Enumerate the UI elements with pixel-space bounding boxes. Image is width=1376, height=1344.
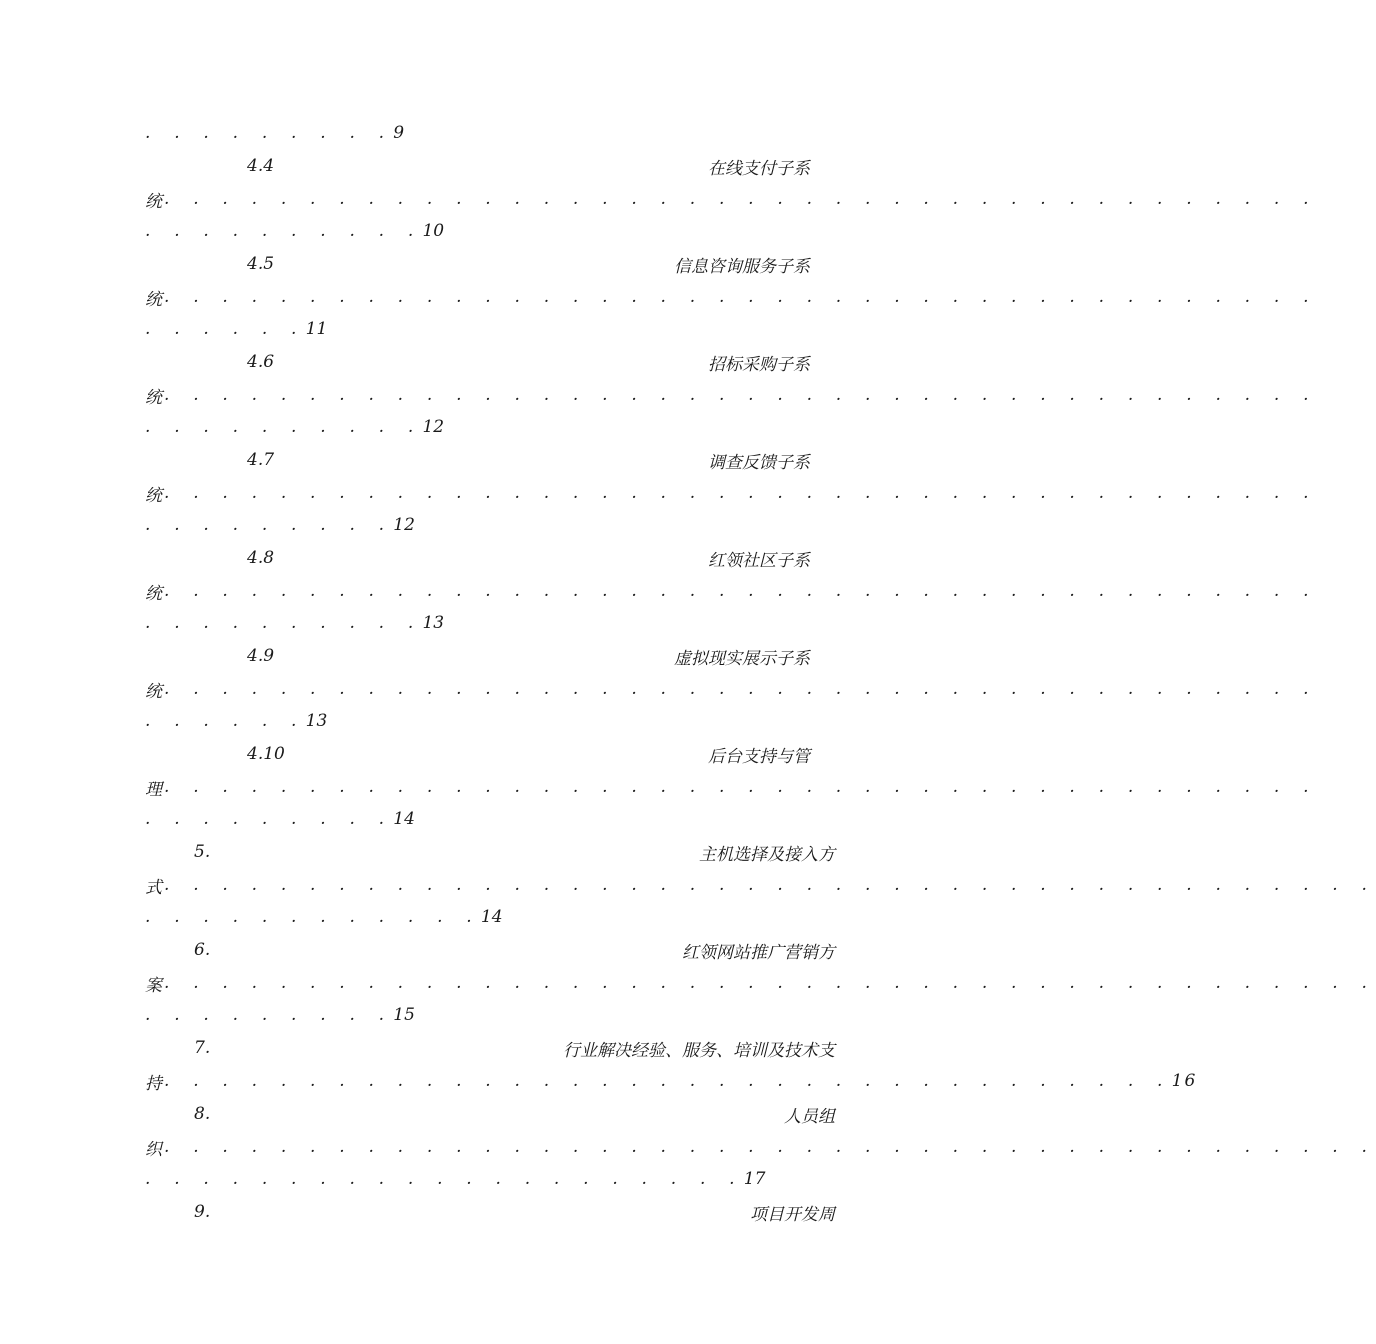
title-char: 子 xyxy=(776,648,793,669)
leader-dots: . . . . . . . . . . . . . . . . . . . . . . . . . . . . . . . . . . . . . . . . xyxy=(164,385,1318,405)
toc-leader-line xyxy=(145,673,1318,705)
section-number: 4.9 xyxy=(247,646,275,666)
title-tail: 统 xyxy=(145,289,164,310)
page-number: 10 xyxy=(422,221,445,241)
title-char: 网 xyxy=(716,942,733,963)
title-char: 现 xyxy=(708,648,725,669)
title-char: 业 xyxy=(580,1040,597,1061)
title-char: 查 xyxy=(725,452,742,473)
toc-entry-9[interactable] xyxy=(194,1196,835,1228)
title-char: 采 xyxy=(742,354,759,375)
title-char: 系 xyxy=(793,354,810,375)
title-char: 推 xyxy=(750,942,767,963)
title-tail: 统 xyxy=(145,485,164,506)
leader-dots: . . . . . . . . . . . . . . . . . . . . . . . . . . . . . . . . . . . . . . . . xyxy=(164,679,1318,699)
toc-continuation-line xyxy=(145,509,835,541)
page-number: 12 xyxy=(393,515,415,535)
title-char: 系 xyxy=(793,550,810,571)
title-char: 示 xyxy=(759,648,776,669)
title-char: 入 xyxy=(801,844,818,865)
leader-dots: . . . . . . . . . . . . . . . . . . . . . xyxy=(145,1169,744,1189)
title-char: 展 xyxy=(742,648,759,669)
title-char: 术 xyxy=(801,1040,818,1061)
title-char: 询 xyxy=(725,256,742,277)
title-tail: 织 xyxy=(145,1139,164,1160)
toc-leader-line xyxy=(145,869,1376,901)
title-char: 后 xyxy=(708,746,725,767)
title-char: 虚 xyxy=(674,648,691,669)
title-char: 管 xyxy=(793,746,810,767)
title-char: 支 xyxy=(742,746,759,767)
title-char: 台 xyxy=(725,746,742,767)
toc-continuation-line xyxy=(145,117,835,149)
toc-continuation-line xyxy=(145,1163,835,1195)
leader-dots: . . . . . . . . . . . . . . . . . . . . . . . . . . . . . . . . . . . xyxy=(164,1071,1172,1091)
title-char: 招 xyxy=(708,354,725,375)
title-char: 系 xyxy=(793,158,810,179)
toc-leader-line xyxy=(145,575,1318,607)
leader-dots: . . . . . . . . . xyxy=(145,123,394,143)
title-char: 技 xyxy=(784,1040,801,1061)
leader-dots: . . . . . . . . . . . . . . . . . . . . . . . . . . . . . . . . . . . . . . . . xyxy=(164,777,1318,797)
title-char: 周 xyxy=(818,1204,835,1225)
title-char: 方 xyxy=(818,942,835,963)
toc-entry-4-9[interactable] xyxy=(247,640,810,672)
section-number: 4.7 xyxy=(247,450,275,470)
title-char: 择 xyxy=(750,844,767,865)
title-char: 务 xyxy=(699,1040,716,1061)
title-char: 馈 xyxy=(759,452,776,473)
title-char: 机 xyxy=(716,844,733,865)
toc-leader-line xyxy=(145,183,1318,215)
toc-continuation-line xyxy=(145,901,835,933)
page-number: 9 xyxy=(393,123,405,143)
title-char: 反 xyxy=(742,452,759,473)
title-char: 购 xyxy=(759,354,776,375)
leader-dots: . . . . . . . . . . . . . . . . . . . . . . . . . . . . . . . . . . . . . . . . . . xyxy=(164,973,1376,993)
leader-dots: . . . . . . xyxy=(145,711,306,731)
section-number: 6. xyxy=(194,940,211,960)
title-char: 红 xyxy=(682,942,699,963)
title-char: 培 xyxy=(733,1040,750,1061)
toc-entry-4-6[interactable] xyxy=(247,346,810,378)
section-number: 4.8 xyxy=(247,548,275,568)
toc-leader-line xyxy=(145,1065,1198,1097)
title-char: 在 xyxy=(708,158,725,179)
leader-dots: . . . . . . . . . . . . . . . . . . . . . . . . . . . . . . . . . . . . . . . . xyxy=(164,581,1318,601)
toc-continuation-line xyxy=(145,313,835,345)
page-number: 12 xyxy=(422,417,445,437)
leader-dots: . . . . . . . . . . . . . . . . . . . . . . . . . . . . . . . . . . . . . . . . xyxy=(164,483,1318,503)
title-char: 子 xyxy=(776,550,793,571)
title-char: 子 xyxy=(776,452,793,473)
toc-entry-6[interactable] xyxy=(194,934,835,966)
title-char: 付 xyxy=(759,158,776,179)
title-char: 实 xyxy=(725,648,742,669)
toc-entry-4-7[interactable] xyxy=(247,444,810,476)
title-tail: 统 xyxy=(145,387,164,408)
title-char: 训 xyxy=(750,1040,767,1061)
title-char: 支 xyxy=(818,1040,835,1061)
title-tail: 统 xyxy=(145,191,164,212)
title-tail: 案 xyxy=(145,975,164,996)
toc-leader-line xyxy=(145,771,1318,803)
title-char: 及 xyxy=(767,844,784,865)
title-char: 选 xyxy=(733,844,750,865)
toc-continuation-line xyxy=(145,215,835,247)
title-char: 区 xyxy=(759,550,776,571)
title-char: 营 xyxy=(784,942,801,963)
section-number: 4.5 xyxy=(247,254,275,274)
title-char: 系 xyxy=(793,648,810,669)
title-char: 员 xyxy=(801,1106,818,1127)
title-char: 行 xyxy=(563,1040,580,1061)
title-char: 及 xyxy=(767,1040,784,1061)
leader-dots: . . . . . . . . . . xyxy=(145,417,423,437)
leader-dots: . . . . . . . . . xyxy=(145,515,394,535)
title-char: 与 xyxy=(776,746,793,767)
title-tail: 统 xyxy=(145,583,164,604)
title-char: 领 xyxy=(699,942,716,963)
page-number: 16 xyxy=(1171,1071,1198,1091)
title-char: 人 xyxy=(784,1106,801,1127)
title-char: 社 xyxy=(742,550,759,571)
toc-entry-4-8[interactable] xyxy=(247,542,810,574)
toc-entry-4-4[interactable] xyxy=(247,150,810,182)
title-char: 红 xyxy=(708,550,725,571)
leader-dots: . . . . . . xyxy=(145,319,306,339)
toc-continuation-line xyxy=(145,607,835,639)
section-number: 5. xyxy=(194,842,211,862)
toc-entry-4-5[interactable] xyxy=(247,248,810,280)
toc-entry-5[interactable] xyxy=(194,836,835,868)
section-number: 4.4 xyxy=(247,156,275,176)
toc-leader-line xyxy=(145,967,1376,999)
leader-dots: . . . . . . . . . . . . . . . . . . . . . . . . . . . . . . . . . . . . . . . . . . xyxy=(164,1137,1376,1157)
title-char: 项 xyxy=(750,1204,767,1225)
page-number: 13 xyxy=(305,711,328,731)
toc-continuation-line xyxy=(145,411,835,443)
title-char: 服 xyxy=(742,256,759,277)
title-char: 解 xyxy=(597,1040,614,1061)
title-char: 系 xyxy=(793,452,810,473)
toc-leader-line xyxy=(145,379,1318,411)
toc-leader-line xyxy=(145,1131,1376,1163)
page-number: 15 xyxy=(393,1005,415,1025)
title-char: 拟 xyxy=(691,648,708,669)
title-char: 系 xyxy=(793,256,810,277)
toc-leader-line xyxy=(145,281,1318,313)
leader-dots: . . . . . . . . . xyxy=(145,809,394,829)
toc-continuation-line xyxy=(145,803,835,835)
title-char: 支 xyxy=(742,158,759,179)
title-char: 标 xyxy=(725,354,742,375)
title-char: 咨 xyxy=(708,256,725,277)
section-number: 9. xyxy=(194,1202,211,1222)
title-char: 子 xyxy=(776,158,793,179)
toc-continuation-line xyxy=(145,705,835,737)
leader-dots: . . . . . . . . . . . . . . . . . . . . . . . . . . . . . . . . . . . . . . . . xyxy=(164,189,1318,209)
title-char: 、 xyxy=(716,1040,733,1061)
title-char: 组 xyxy=(818,1106,835,1127)
title-char: 领 xyxy=(725,550,742,571)
page-number: 17 xyxy=(743,1169,766,1189)
title-char: 子 xyxy=(776,354,793,375)
leader-dots: . . . . . . . . . . . . xyxy=(145,907,481,927)
title-char: 信 xyxy=(674,256,691,277)
title-char: 销 xyxy=(801,942,818,963)
section-number: 4.6 xyxy=(247,352,275,372)
title-char: 调 xyxy=(708,452,725,473)
leader-dots: . . . . . . . . . . xyxy=(145,613,423,633)
title-tail: 持 xyxy=(145,1073,164,1094)
title-char: 线 xyxy=(725,158,742,179)
title-tail: 式 xyxy=(145,877,164,898)
title-char: 子 xyxy=(776,256,793,277)
toc-entry-4-10[interactable] xyxy=(247,738,810,770)
page-number: 13 xyxy=(422,613,445,633)
title-char: 息 xyxy=(691,256,708,277)
leader-dots: . . . . . . . . . . xyxy=(145,221,423,241)
toc-entry-8[interactable] xyxy=(194,1098,835,1130)
toc-entry-7[interactable] xyxy=(194,1032,835,1064)
title-char: 发 xyxy=(801,1204,818,1225)
section-number: 4.10 xyxy=(247,744,285,764)
toc-leader-line xyxy=(145,477,1318,509)
title-char: 经 xyxy=(631,1040,648,1061)
title-char: 方 xyxy=(818,844,835,865)
title-tail: 统 xyxy=(145,681,164,702)
toc-continuation-line xyxy=(145,999,835,1031)
section-number: 7. xyxy=(194,1038,211,1058)
section-number: 8. xyxy=(194,1104,211,1124)
leader-dots: . . . . . . . . . . . . . . . . . . . . . . . . . . . . . . . . . . . . . . . . . . xyxy=(164,875,1376,895)
title-char: 、 xyxy=(665,1040,682,1061)
page-number: 14 xyxy=(393,809,415,829)
title-char: 服 xyxy=(682,1040,699,1061)
title-char: 广 xyxy=(767,942,784,963)
title-char: 验 xyxy=(648,1040,665,1061)
title-char: 开 xyxy=(784,1204,801,1225)
title-char: 持 xyxy=(759,746,776,767)
title-char: 务 xyxy=(759,256,776,277)
page-number: 14 xyxy=(480,907,503,927)
title-tail: 理 xyxy=(145,779,164,800)
title-char: 站 xyxy=(733,942,750,963)
leader-dots: . . . . . . . . . . . . . . . . . . . . . . . . . . . . . . . . . . . . . . . . xyxy=(164,287,1318,307)
title-char: 目 xyxy=(767,1204,784,1225)
title-char: 接 xyxy=(784,844,801,865)
title-char: 主 xyxy=(699,844,716,865)
page-number: 11 xyxy=(305,319,328,339)
title-char: 决 xyxy=(614,1040,631,1061)
leader-dots: . . . . . . . . . xyxy=(145,1005,394,1025)
